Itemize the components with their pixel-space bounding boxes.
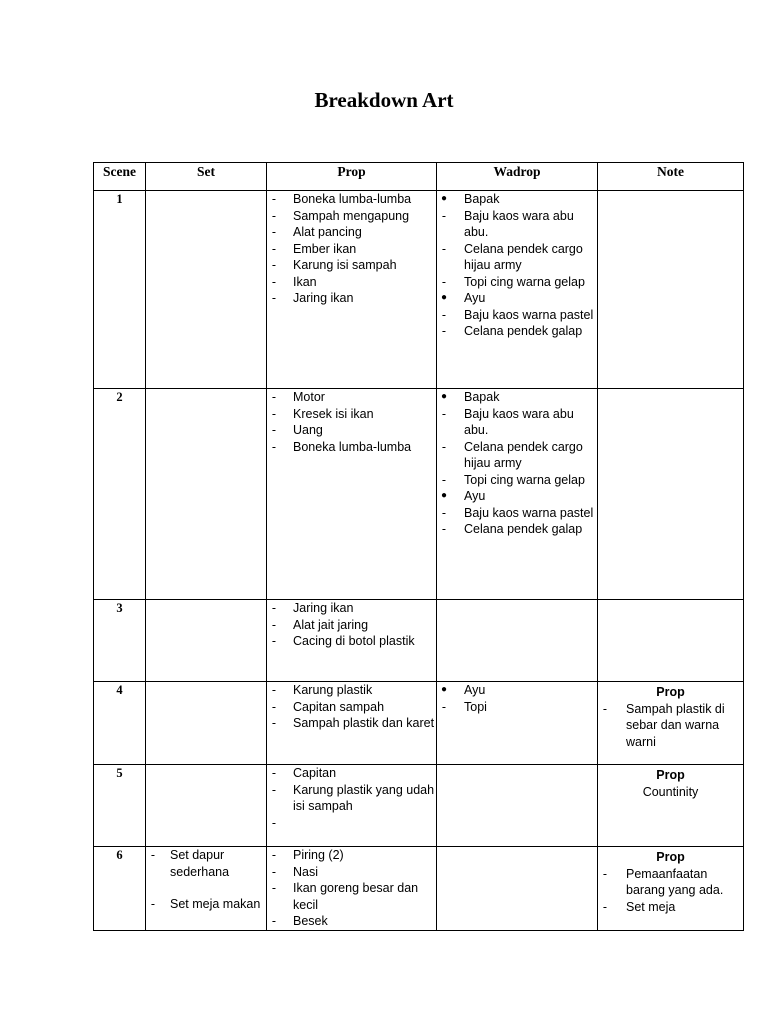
prop-item	[267, 290, 436, 307]
note-content	[598, 765, 743, 800]
header-wadrop: Wadrop	[437, 163, 598, 191]
scene-number: 3	[94, 600, 146, 682]
wadrop-item-text: Baju kaos wara abu abu.	[464, 406, 574, 437]
scene-number: 1	[94, 191, 146, 389]
prop-item	[267, 600, 436, 617]
prop-list	[267, 847, 436, 930]
page-title: Breakdown Art	[314, 88, 454, 112]
dash-marker: -	[271, 225, 277, 239]
wadrop-list	[437, 682, 597, 715]
wadrop-item-text: Topi cing warna gelap	[464, 274, 585, 289]
set-cell	[146, 847, 267, 931]
prop-item-text: Sampah plastik dan karet	[293, 716, 435, 730]
dash-marker: -	[271, 291, 277, 305]
note-heading: Prop	[656, 850, 685, 864]
wadrop-item	[437, 682, 597, 699]
note-cell	[598, 682, 744, 765]
note-cell	[598, 847, 744, 931]
note-cell	[598, 191, 744, 389]
prop-item	[267, 864, 436, 881]
prop-item-text: Cacing di botol plastik	[293, 634, 415, 648]
header-note: Note	[598, 163, 744, 191]
prop-item-text: Kresek isi ikan	[293, 406, 374, 421]
table-row	[94, 191, 744, 389]
dash-marker: -	[271, 439, 277, 454]
prop-item-text: Ikan goreng besar dan kecil	[293, 881, 419, 912]
prop-item-text: Alat jait jaring	[293, 617, 369, 632]
wadrop-item-text: Bapak	[464, 390, 500, 404]
spacer	[146, 880, 266, 896]
dash-marker: -	[441, 406, 447, 421]
note-cell	[598, 389, 744, 600]
wadrop-item	[437, 323, 597, 340]
wadrop-item-text: Ayu	[464, 683, 486, 697]
prop-item-text: Jaring ikan	[293, 601, 354, 615]
wadrop-cell	[437, 765, 598, 847]
wadrop-item-text: Celana pendek cargo hijau army	[464, 439, 583, 470]
dash-marker: -	[150, 897, 156, 911]
set-cell	[146, 600, 267, 682]
prop-cell	[267, 600, 437, 682]
scene-number: 5	[94, 765, 146, 847]
prop-item	[267, 406, 436, 423]
dash-marker: -	[271, 766, 277, 780]
note-content	[598, 847, 743, 915]
note-cell	[598, 600, 744, 682]
note-content	[598, 682, 743, 750]
wadrop-item	[437, 488, 597, 505]
dash-marker: -	[602, 866, 608, 881]
dash-marker: -	[271, 274, 277, 289]
prop-list	[267, 682, 436, 732]
wadrop-item-text: Ayu	[464, 291, 486, 305]
wadrop-item	[437, 699, 597, 716]
note-item-text: Set meja	[626, 899, 676, 914]
wadrop-item	[437, 274, 597, 291]
prop-item	[267, 439, 436, 456]
prop-cell	[267, 847, 437, 931]
header-row	[94, 163, 744, 191]
wadrop-item-text: Topi cing warna gelap	[464, 472, 585, 487]
prop-item	[267, 682, 436, 699]
bullet-marker: ●	[440, 292, 448, 303]
prop-item-text: Nasi	[293, 864, 319, 879]
header-prop: Prop	[267, 163, 437, 191]
table-row	[94, 600, 744, 682]
wadrop-list	[437, 191, 597, 340]
wadrop-item-text: Celana pendek galap	[464, 522, 583, 536]
prop-list	[267, 191, 436, 307]
prop-item	[267, 208, 436, 225]
prop-cell	[267, 682, 437, 765]
dash-marker: -	[271, 390, 277, 404]
dash-marker: -	[271, 617, 277, 632]
dash-marker: -	[271, 848, 277, 862]
prop-list	[267, 389, 436, 455]
prop-cell	[267, 191, 437, 389]
prop-item-text: Jaring ikan	[293, 291, 354, 305]
prop-cell	[267, 765, 437, 847]
wadrop-cell	[437, 389, 598, 600]
note-item-text: Pemaanfaatan barang yang ada.	[626, 866, 724, 897]
dash-marker: -	[441, 324, 447, 338]
note-item-text: Sampah plastik di sebar dan warna warni	[626, 701, 725, 749]
prop-item	[267, 782, 436, 815]
set-item	[146, 896, 266, 913]
wadrop-item	[437, 241, 597, 274]
set-cell	[146, 682, 267, 765]
set-cell	[146, 765, 267, 847]
prop-list	[267, 765, 436, 830]
header-set: Set	[146, 163, 267, 191]
wadrop-item-text: Ayu	[464, 489, 486, 503]
wadrop-list	[437, 389, 597, 538]
prop-item	[267, 224, 436, 241]
scene-number: 2	[94, 389, 146, 600]
prop-item-text: Karung plastik yang udah isi sampah	[293, 782, 435, 813]
note-item	[598, 866, 743, 899]
prop-item	[267, 633, 436, 650]
dash-marker: -	[441, 699, 447, 714]
prop-item-text: Karung isi sampah	[293, 258, 397, 272]
dash-marker: -	[271, 258, 277, 272]
dash-marker: -	[271, 699, 277, 714]
dash-marker: -	[271, 782, 277, 797]
set-item	[146, 847, 266, 880]
wadrop-cell	[437, 682, 598, 765]
note-heading: Prop	[656, 685, 685, 699]
bullet-marker: ●	[440, 490, 448, 501]
dash-marker: -	[271, 192, 277, 206]
dash-marker: -	[271, 716, 277, 730]
table-row	[94, 847, 744, 931]
table-row	[94, 765, 744, 847]
prop-item-text: Boneka lumba-lumba	[293, 439, 412, 454]
wadrop-item-text: Celana pendek cargo hijau army	[464, 241, 583, 272]
wadrop-cell	[437, 600, 598, 682]
prop-item	[267, 699, 436, 716]
breakdown-table	[93, 162, 744, 931]
prop-item	[267, 913, 436, 930]
wadrop-item-text: Celana pendek galap	[464, 324, 583, 338]
header-scene: Scene	[94, 163, 146, 191]
note-list	[598, 701, 743, 751]
dash-marker: -	[441, 472, 447, 487]
dash-marker: -	[441, 274, 447, 289]
bullet-marker: ●	[440, 391, 448, 402]
prop-item-text: Sampah mengapung	[293, 208, 410, 223]
note-list	[598, 866, 743, 916]
note-item	[598, 899, 743, 916]
prop-list	[267, 600, 436, 650]
prop-item-text: Besek	[293, 914, 328, 928]
wadrop-item	[437, 191, 597, 208]
dash-marker: -	[602, 899, 608, 914]
note-cell	[598, 765, 744, 847]
prop-item	[267, 389, 436, 406]
prop-item-text: Uang	[293, 423, 323, 437]
prop-item	[267, 880, 436, 913]
dash-marker: -	[441, 439, 447, 454]
prop-item-text: Capitan	[293, 766, 337, 780]
set-cell	[146, 389, 267, 600]
note-item	[598, 701, 743, 751]
set-item-text: Set dapur sederhana	[170, 848, 230, 879]
set-list	[146, 847, 266, 913]
prop-item-text: Motor	[293, 390, 325, 404]
dash-marker: -	[271, 683, 277, 697]
dash-marker: -	[271, 601, 277, 615]
prop-item	[267, 241, 436, 258]
wadrop-cell	[437, 847, 598, 931]
prop-item	[267, 847, 436, 864]
table-row	[94, 389, 744, 600]
wadrop-item-text: Bapak	[464, 192, 500, 206]
prop-item	[267, 715, 436, 732]
dash-marker: -	[271, 208, 277, 223]
scene-number: 6	[94, 847, 146, 931]
dash-marker: -	[441, 522, 447, 536]
wadrop-item-text: Baju kaos wara abu abu.	[464, 208, 574, 239]
bullet-marker: ●	[440, 193, 448, 204]
dash-marker: -	[271, 423, 277, 437]
dash-marker: -	[441, 505, 447, 520]
wadrop-item	[437, 505, 597, 522]
prop-item-text: Boneka lumba-lumba	[293, 192, 412, 206]
prop-item	[267, 617, 436, 634]
table-row	[94, 682, 744, 765]
dash-marker: -	[271, 864, 277, 879]
note-text: Countinity	[642, 784, 699, 799]
wadrop-item	[437, 307, 597, 324]
dash-marker: -	[441, 208, 447, 223]
dash-marker: -	[271, 406, 277, 421]
wadrop-item	[437, 472, 597, 489]
wadrop-item-text: Baju kaos warna pastel	[464, 307, 594, 322]
dash-marker: -	[271, 241, 277, 256]
wadrop-item-text: Baju kaos warna pastel	[464, 505, 594, 520]
dash-marker: -	[271, 914, 277, 928]
wadrop-item	[437, 208, 597, 241]
prop-item	[267, 257, 436, 274]
prop-cell	[267, 389, 437, 600]
dash-marker: -	[441, 241, 447, 256]
wadrop-item-text: Topi	[464, 699, 487, 714]
prop-item-text: Ikan	[293, 274, 317, 289]
set-item-text: Set meja makan	[170, 897, 261, 911]
dash-marker: -	[602, 701, 608, 716]
prop-item	[267, 274, 436, 291]
dash-marker: -	[271, 815, 277, 830]
set-cell	[146, 191, 267, 389]
prop-item-text: Alat pancing	[293, 225, 362, 239]
scene-number: 4	[94, 682, 146, 765]
wadrop-item	[437, 389, 597, 406]
wadrop-item	[437, 521, 597, 538]
prop-item-text: Ember ikan	[293, 241, 357, 256]
wadrop-item	[437, 439, 597, 472]
wadrop-item	[437, 290, 597, 307]
dash-marker: -	[150, 848, 156, 862]
prop-item	[267, 765, 436, 782]
wadrop-cell	[437, 191, 598, 389]
bullet-marker: ●	[440, 684, 448, 695]
dash-marker: -	[271, 881, 277, 895]
wadrop-item	[437, 406, 597, 439]
prop-item-text: Piring (2)	[293, 848, 344, 862]
prop-item-text: Capitan sampah	[293, 699, 385, 714]
prop-item-text: Karung plastik	[293, 683, 373, 697]
note-heading: Prop	[656, 768, 685, 782]
dash-marker: -	[441, 307, 447, 322]
dash-marker: -	[271, 634, 277, 648]
prop-item	[267, 191, 436, 208]
prop-item	[267, 422, 436, 439]
